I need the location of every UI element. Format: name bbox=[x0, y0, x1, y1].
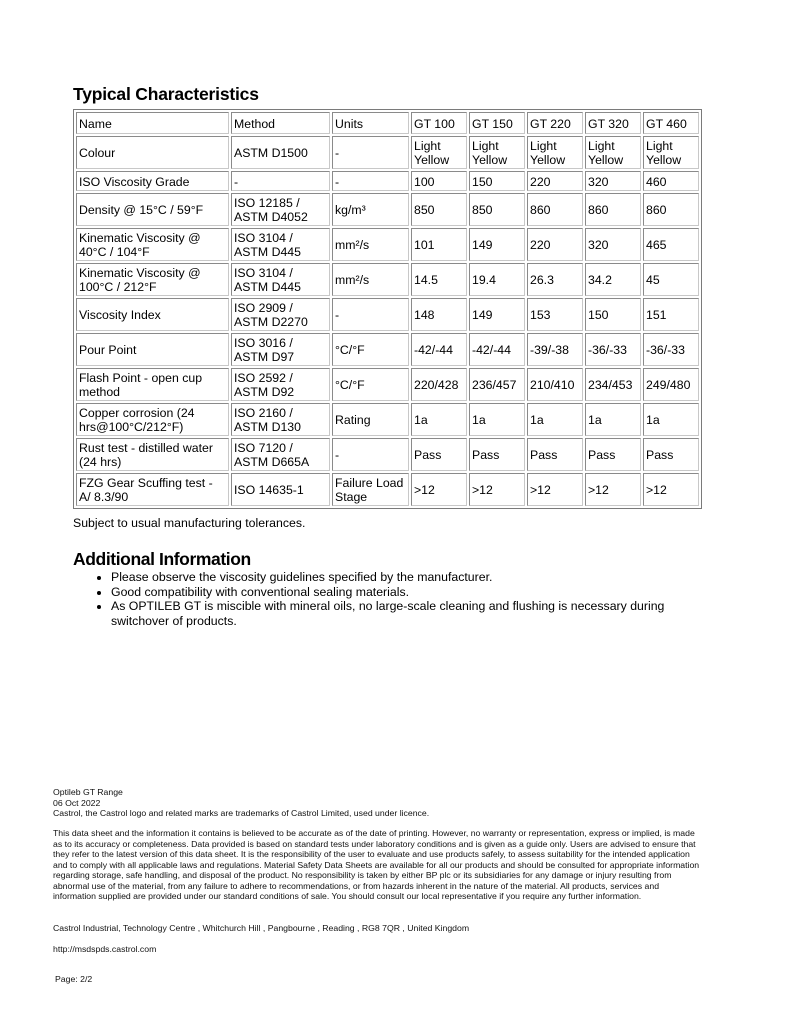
cell-value: 148 bbox=[411, 298, 467, 331]
cell-value: 34.2 bbox=[585, 263, 641, 296]
cell-value: 320 bbox=[585, 171, 641, 191]
table-row-iso-viscosity-grade bbox=[76, 171, 699, 191]
cell-name: Density @ 15°C / 59°F bbox=[76, 193, 229, 226]
footer-product-name: Optileb GT Range bbox=[53, 787, 123, 797]
table-row-viscosity-index bbox=[76, 298, 699, 331]
cell-units: °C/°F bbox=[332, 368, 409, 401]
table-row-kinematic-viscosity-40 bbox=[76, 228, 699, 261]
cell-value: 45 bbox=[643, 263, 699, 296]
cell-value: 234/453 bbox=[585, 368, 641, 401]
cell-value: Pass bbox=[469, 438, 525, 471]
cell-units: - bbox=[332, 298, 409, 331]
column-header-gt460: GT 460 bbox=[643, 112, 699, 134]
cell-method: ISO 12185 / ASTM D4052 bbox=[231, 193, 330, 226]
cell-value: 220/428 bbox=[411, 368, 467, 401]
cell-method: ISO 2909 / ASTM D2270 bbox=[231, 298, 330, 331]
cell-value: >12 bbox=[411, 473, 467, 506]
cell-name: Kinematic Viscosity @ 40°C / 104°F bbox=[76, 228, 229, 261]
cell-value: 149 bbox=[469, 298, 525, 331]
cell-units: kg/m³ bbox=[332, 193, 409, 226]
cell-name: Flash Point - open cup method bbox=[76, 368, 229, 401]
cell-value: 220 bbox=[527, 228, 583, 261]
cell-method: ISO 3104 / ASTM D445 bbox=[231, 263, 330, 296]
cell-value: 1a bbox=[585, 403, 641, 436]
cell-method: ISO 2592 / ASTM D92 bbox=[231, 368, 330, 401]
cell-method: ISO 3016 / ASTM D97 bbox=[231, 333, 330, 366]
table-row-density bbox=[76, 193, 699, 226]
cell-value: 26.3 bbox=[527, 263, 583, 296]
tolerance-note: Subject to usual manufacturing tolerances. bbox=[73, 516, 306, 530]
cell-value: 210/410 bbox=[527, 368, 583, 401]
cell-value: 100 bbox=[411, 171, 467, 191]
table-row-pour-point bbox=[76, 333, 699, 366]
cell-value: Light Yellow bbox=[469, 136, 525, 169]
cell-units: mm²/s bbox=[332, 228, 409, 261]
cell-value: -36/-33 bbox=[585, 333, 641, 366]
column-header-name: Name bbox=[76, 112, 229, 134]
cell-value: >12 bbox=[643, 473, 699, 506]
cell-value: 860 bbox=[527, 193, 583, 226]
cell-value: Pass bbox=[527, 438, 583, 471]
cell-value: 150 bbox=[585, 298, 641, 331]
table-row-kinematic-viscosity-100 bbox=[76, 263, 699, 296]
cell-value: Light Yellow bbox=[527, 136, 583, 169]
cell-value: Pass bbox=[411, 438, 467, 471]
cell-name: ISO Viscosity Grade bbox=[76, 171, 229, 191]
table-row-copper-corrosion bbox=[76, 403, 699, 436]
table-row-rust-test bbox=[76, 438, 699, 471]
cell-name: Copper corrosion (24 hrs@100°C/212°F) bbox=[76, 403, 229, 436]
table-row-colour bbox=[76, 136, 699, 169]
cell-value: -39/-38 bbox=[527, 333, 583, 366]
cell-value: -42/-44 bbox=[411, 333, 467, 366]
cell-value: Pass bbox=[585, 438, 641, 471]
typical-characteristics-table bbox=[73, 109, 702, 509]
cell-value: 320 bbox=[585, 228, 641, 261]
column-header-gt150: GT 150 bbox=[469, 112, 525, 134]
cell-value: 150 bbox=[469, 171, 525, 191]
cell-value: 153 bbox=[527, 298, 583, 331]
cell-method: ISO 7120 / ASTM D665A bbox=[231, 438, 330, 471]
cell-value: 850 bbox=[469, 193, 525, 226]
footer-address: Castrol Industrial, Technology Centre , Whitchurch Hill , Pangbourne , Reading , RG8 7QR , United Kingdom bbox=[53, 923, 470, 933]
cell-value: 860 bbox=[643, 193, 699, 226]
column-header-units: Units bbox=[332, 112, 409, 134]
cell-value: 1a bbox=[469, 403, 525, 436]
cell-value: 860 bbox=[585, 193, 641, 226]
cell-units: - bbox=[332, 438, 409, 471]
cell-method: ISO 14635-1 bbox=[231, 473, 330, 506]
cell-units: Rating bbox=[332, 403, 409, 436]
cell-units: mm²/s bbox=[332, 263, 409, 296]
cell-value: -42/-44 bbox=[469, 333, 525, 366]
cell-value: 465 bbox=[643, 228, 699, 261]
cell-value: 249/480 bbox=[643, 368, 699, 401]
cell-method: ASTM D1500 bbox=[231, 136, 330, 169]
cell-method: - bbox=[231, 171, 330, 191]
footer-disclaimer: This data sheet and the information it contains is believed to be accurate as of the date of printing. However, no warranty or representation, express or implied, is made as to its accuracy or completeness. Data provided is based on standard tests under laboratory conditions and is given as a guide only. Users are advised to ensure that they refer to the latest version of this data sheet. It is the responsibility of the user to evaluate and use products safely, to assess suitability for the intended application and to comply with all applicable laws and regulations. Material Safety Data Sheets are available for all our products and should be consulted for appropriate information regarding storage, safe handling, and disposal of the product. No responsibility is taken by either BP plc or its subsidiaries for any damage or injury resulting from abnormal use of the material, from any failure to adhere to recommendations, or from hazards inherent in the nature of the material. All products, services and information supplied are provided under our standard conditions of sale. You should consult our local representative if you require any further information. bbox=[53, 828, 700, 901]
cell-value: >12 bbox=[469, 473, 525, 506]
cell-units: - bbox=[332, 171, 409, 191]
cell-name: Colour bbox=[76, 136, 229, 169]
cell-value: >12 bbox=[585, 473, 641, 506]
cell-value: Light Yellow bbox=[585, 136, 641, 169]
footer-date: 06 Oct 2022 bbox=[53, 797, 101, 808]
table-row-fzg-gear-scuffing bbox=[76, 473, 699, 506]
typical-characteristics-heading: Typical Characteristics bbox=[73, 84, 259, 104]
page-number: Page: 2/2 bbox=[55, 974, 93, 984]
cell-value: 850 bbox=[411, 193, 467, 226]
list-item: • Good compatibility with conventional sealing materials. bbox=[111, 585, 692, 600]
cell-units: Failure Load Stage bbox=[332, 473, 409, 506]
cell-value: 220 bbox=[527, 171, 583, 191]
column-header-method: Method bbox=[231, 112, 330, 134]
list-item: • Please observe the viscosity guidelines specified by the manufacturer. bbox=[111, 570, 692, 585]
column-header-gt220: GT 220 bbox=[527, 112, 583, 134]
cell-value: 14.5 bbox=[411, 263, 467, 296]
cell-value: 1a bbox=[527, 403, 583, 436]
additional-information-heading: Additional Information bbox=[73, 549, 251, 569]
cell-value: Light Yellow bbox=[411, 136, 467, 169]
cell-value: 460 bbox=[643, 171, 699, 191]
cell-value: Pass bbox=[643, 438, 699, 471]
table-row-flash-point bbox=[76, 368, 699, 401]
column-header-gt100: GT 100 bbox=[411, 112, 467, 134]
column-header-gt320: GT 320 bbox=[585, 112, 641, 134]
cell-value: 19.4 bbox=[469, 263, 525, 296]
cell-name: Kinematic Viscosity @ 100°C / 212°F bbox=[76, 263, 229, 296]
cell-value: -36/-33 bbox=[643, 333, 699, 366]
cell-value: 149 bbox=[469, 228, 525, 261]
cell-value: 236/457 bbox=[469, 368, 525, 401]
footer-url: http://msdspds.castrol.com bbox=[53, 944, 157, 954]
additional-information-list bbox=[92, 570, 692, 628]
cell-units: - bbox=[332, 136, 409, 169]
cell-method: ISO 2160 / ASTM D130 bbox=[231, 403, 330, 436]
cell-value: Light Yellow bbox=[643, 136, 699, 169]
cell-name: FZG Gear Scuffing test - A/ 8.3/90 bbox=[76, 473, 229, 506]
list-item: • As OPTILEB GT is miscible with mineral oils, no large-scale cleaning and flushing is necessary during switchover of products. bbox=[111, 599, 692, 628]
cell-name: Viscosity Index bbox=[76, 298, 229, 331]
cell-name: Pour Point bbox=[76, 333, 229, 366]
table-header-row bbox=[76, 112, 699, 134]
cell-name: Rust test - distilled water (24 hrs) bbox=[76, 438, 229, 471]
cell-value: 1a bbox=[643, 403, 699, 436]
cell-value: >12 bbox=[527, 473, 583, 506]
footer-trademark: Castrol, the Castrol logo and related marks are trademarks of Castrol Limited, used under licence. bbox=[53, 808, 430, 818]
cell-units: °C/°F bbox=[332, 333, 409, 366]
cell-value: 1a bbox=[411, 403, 467, 436]
cell-method: ISO 3104 / ASTM D445 bbox=[231, 228, 330, 261]
cell-value: 151 bbox=[643, 298, 699, 331]
cell-value: 101 bbox=[411, 228, 467, 261]
